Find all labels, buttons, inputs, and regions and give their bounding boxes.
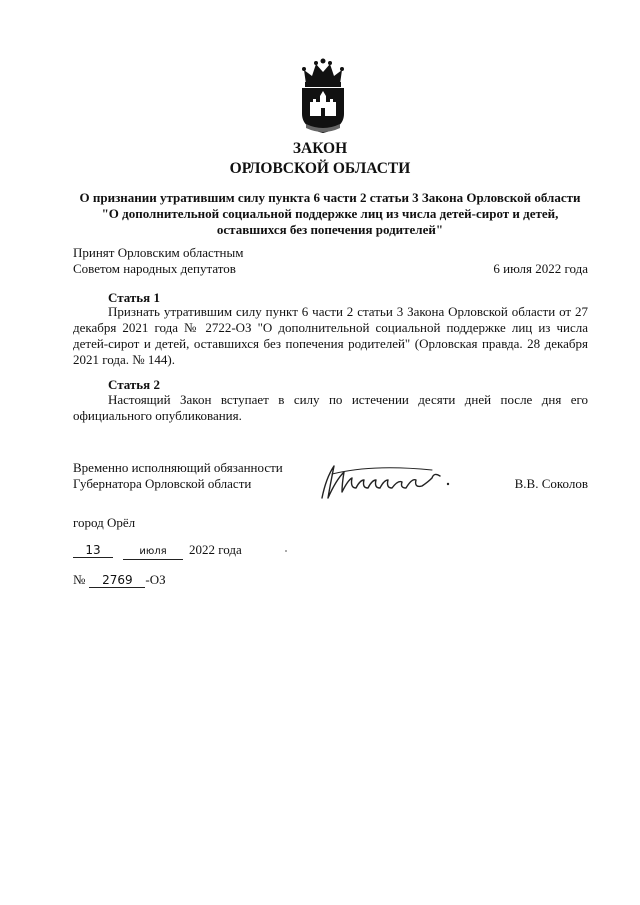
adoption-line-1: Принят Орловским областным [73, 245, 244, 260]
article-1-text: Признать утратившим силу пункт 6 части 2 статьи 3 Закона Орловской области от 27 декабря 2021 года № 2722-ОЗ "О дополнительной социальной поддержке лиц из числа детей-сирот и детей, оставшихся без попечения родителей" (Орловская правда. 28 декабря 2021 года. № 144). [73, 304, 588, 367]
signing-date [73, 542, 242, 560]
signing-month: июля [123, 545, 183, 560]
signing-city: город Орёл [73, 515, 136, 530]
scan-speck [285, 550, 287, 552]
signer-position [73, 460, 283, 492]
article-2-text: Настоящий Закон вступает в силу по истечении десяти дней после дня его официального опубликования. [73, 392, 588, 423]
number-suffix: -ОЗ [145, 572, 166, 587]
issuer-title: ОРЛОВСКОЙ ОБЛАСТИ [229, 160, 411, 177]
number-prefix: № [73, 572, 86, 587]
signing-year: 2022 года [189, 542, 242, 557]
adoption-date: 6 июля 2022 года [493, 261, 588, 276]
article-2-title: Статья 2 [108, 377, 160, 392]
signer-position-line-2: Губернатора Орловской области [73, 476, 252, 491]
subject-line-1: О признании утратившим силу пункта 6 части 2 статьи 3 Закона Орловской области [79, 190, 581, 205]
adoption-body [73, 245, 243, 277]
handwritten-signature [312, 458, 462, 503]
number-value: 2769 [89, 573, 145, 588]
law-number [73, 572, 166, 588]
signer-name: В.В. Соколов [514, 476, 588, 491]
law-subject [70, 190, 590, 238]
article-1-title: Статья 1 [108, 290, 160, 305]
document-type-title: ЗАКОН [292, 140, 348, 157]
subject-line-3: оставшихся без попечения родителей" [216, 222, 444, 237]
adoption-line-2: Советом народных депутатов [73, 261, 236, 276]
subject-line-2: "О дополнительной социальной поддержке лиц из числа детей-сирот и детей, [101, 206, 559, 221]
coat-of-arms-icon [296, 58, 350, 134]
signing-day: 13 [73, 543, 113, 558]
signer-position-line-1: Временно исполняющий обязанности [73, 460, 283, 475]
